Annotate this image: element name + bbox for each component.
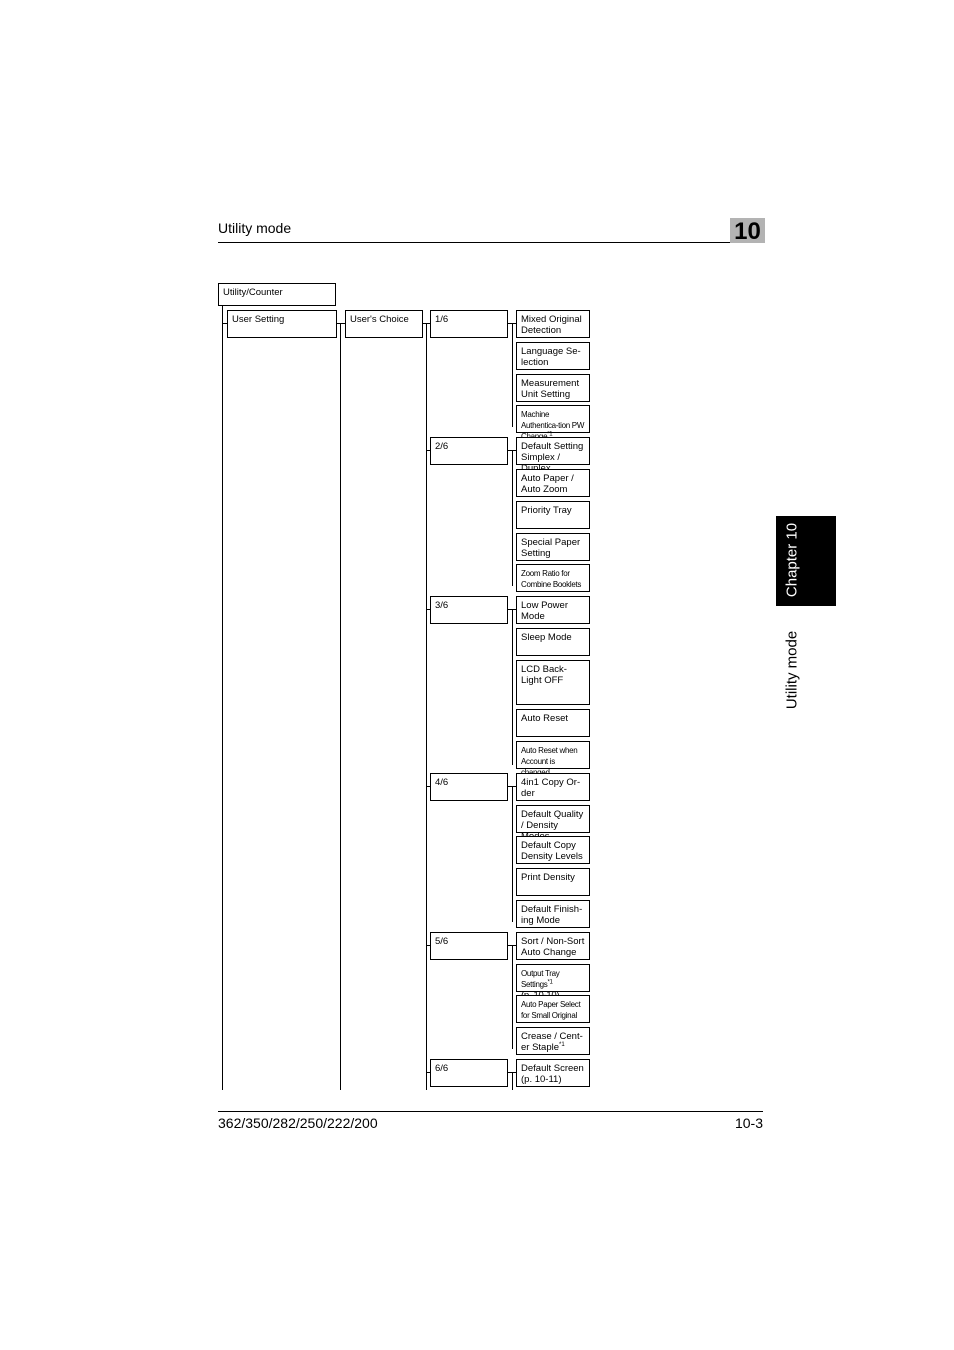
box-label: Output Tray Settings — [521, 969, 560, 989]
box-label: Sleep Mode — [521, 632, 572, 643]
box-label: Default Setting Simplex / — [521, 441, 584, 463]
tree-connector — [512, 450, 513, 586]
box-label: Zoom Ratio for Combine Booklets — [521, 569, 582, 589]
box-label: LCD Back-Light OFF — [521, 664, 567, 686]
tree-connector — [512, 609, 513, 765]
setting-item — [516, 660, 590, 705]
box-label: Default Finish-ing Mode — [521, 904, 583, 926]
tree-connector — [508, 786, 516, 787]
box-label: Mixed Original Detection — [521, 314, 582, 336]
setting-item — [516, 596, 590, 624]
tree-node-user-setting — [227, 310, 337, 338]
tree-connector — [340, 323, 341, 1090]
box-label: Crease / Cent-er Staple — [521, 1031, 583, 1053]
box-label: Auto Reset — [521, 713, 568, 724]
tree-connector — [222, 305, 223, 1090]
side-tab-section-label: Utility mode — [783, 630, 801, 710]
box-label: Default Copy Density Levels — [521, 840, 583, 862]
tree-node-page-5 — [430, 932, 508, 960]
box-label: Default Quality / Density — [521, 809, 584, 831]
setting-item — [516, 964, 590, 992]
box-label: Priority Tray — [521, 505, 572, 516]
chapter-number-badge: 10 — [730, 218, 765, 243]
setting-item — [516, 773, 590, 801]
setting-item — [516, 741, 590, 769]
setting-item — [516, 501, 590, 529]
footer-rule — [218, 1111, 763, 1112]
tree-node-page-4 — [430, 773, 508, 801]
footnote-mark: *1 — [547, 431, 553, 438]
box-label: 3/6 — [435, 600, 449, 611]
setting-item — [516, 709, 590, 737]
tree-connector — [508, 323, 516, 324]
tree-node-page-3 — [430, 596, 508, 624]
box-label: Default Screen — [521, 1063, 584, 1074]
box-label: 5/6 — [435, 936, 449, 947]
setting-item — [516, 469, 590, 497]
box-label: User Setting — [232, 314, 285, 325]
box-label: 2/6 — [435, 441, 449, 452]
footnote-mark: *1 — [547, 979, 553, 986]
tree-connector — [512, 323, 513, 427]
setting-item — [516, 1059, 590, 1087]
tree-root-utility-counter — [218, 283, 336, 306]
setting-item — [516, 836, 590, 864]
tree-connector — [508, 450, 516, 451]
setting-item — [516, 805, 590, 833]
tree-connector — [422, 323, 430, 324]
setting-item — [516, 564, 590, 592]
tree-node-page-6 — [430, 1059, 508, 1087]
setting-item — [516, 932, 590, 960]
setting-item — [516, 310, 590, 338]
box-label: User's Choice — [350, 314, 409, 325]
setting-item — [516, 374, 590, 402]
tree-connector — [426, 323, 427, 1090]
box-label: Auto Paper Select for Small Original — [521, 1000, 581, 1020]
box-label: Auto Reset when Account is — [521, 746, 578, 766]
tree-connector — [508, 1072, 516, 1073]
tree-connector — [512, 1072, 513, 1090]
setting-item — [516, 533, 590, 561]
tree-node-users-choice — [345, 310, 423, 338]
box-label: Sort / Non-Sort Auto Change — [521, 936, 585, 958]
tree-connector — [508, 609, 516, 610]
setting-item — [516, 995, 590, 1023]
box-label: Low Power Mode — [521, 600, 568, 622]
box-label: 6/6 — [435, 1063, 449, 1074]
tree-connector — [512, 945, 513, 1049]
setting-item — [516, 437, 590, 465]
setting-item — [516, 900, 590, 928]
tree-connector — [512, 786, 513, 922]
box-label: Special Paper Setting — [521, 537, 581, 559]
footnote-mark: *1 — [559, 1041, 565, 1048]
box-label: Auto Paper / Auto Zoom — [521, 473, 574, 495]
setting-item — [516, 1027, 590, 1055]
box-label: Measurement Unit Setting — [521, 378, 580, 400]
side-tab-chapter-label: Chapter 10 — [783, 522, 801, 598]
box-label: 1/6 — [435, 314, 449, 325]
tree-node-page-2 — [430, 437, 508, 465]
setting-item — [516, 628, 590, 656]
tree-connector — [336, 323, 345, 324]
header-rule — [218, 242, 763, 243]
setting-item — [516, 405, 590, 438]
box-label: Print Density — [521, 872, 575, 883]
setting-item — [516, 342, 590, 370]
box-label: 4/6 — [435, 777, 449, 788]
page-reference: (p. 10-11) — [521, 1074, 562, 1085]
tree-node-page-1 — [430, 310, 508, 338]
box-label: Machine Authentica-tion PW — [521, 410, 585, 430]
box-label: Utility/Counter — [223, 287, 283, 298]
footer-model-list: 362/350/282/250/222/200 — [218, 1115, 378, 1131]
setting-item — [516, 868, 590, 896]
tree-connector — [508, 945, 516, 946]
running-header-title: Utility mode — [218, 220, 292, 236]
box-label: Language Se-lection — [521, 346, 581, 368]
footer-page-number: 10-3 — [734, 1115, 763, 1131]
box-label: 4in1 Copy Or-der — [521, 777, 581, 799]
